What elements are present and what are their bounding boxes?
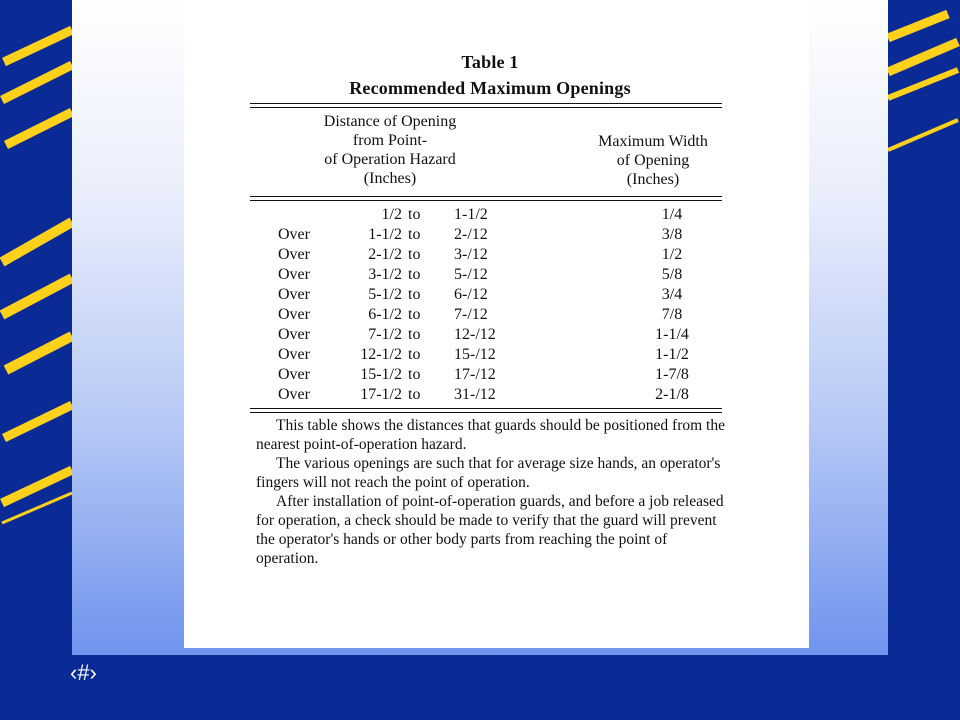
table-title: Table 1 xyxy=(461,52,519,72)
top-rule-2 xyxy=(250,107,722,108)
note-paragraph: The various openings are such that for average size hands, an operator's fingers will not reach the point of operation. xyxy=(256,455,721,491)
max-width-column-header: Maximum Width of Opening (Inches) xyxy=(598,133,708,188)
bottom-rule xyxy=(250,408,722,409)
slide-number: ‹#› xyxy=(70,660,97,685)
header-rule xyxy=(250,196,722,197)
top-rule xyxy=(250,103,722,104)
distance-column-header: Distance of Opening from Point- of Operation Hazard (Inches) xyxy=(323,113,457,187)
note-paragraph: After installation of point-of-operation guards, and before a job released for operation, a check should be made to verify that the guard will prevent the operator's hands or other body parts from reaching the point of operation. xyxy=(256,493,724,567)
header-rule-2 xyxy=(250,200,722,201)
note-paragraph: This table shows the distances that guards should be positioned from the nearest point-of-operation hazard. xyxy=(256,417,725,453)
bottom-rule-2 xyxy=(250,412,722,413)
table-notes xyxy=(256,416,726,568)
table-subtitle: Recommended Maximum Openings xyxy=(349,78,631,98)
